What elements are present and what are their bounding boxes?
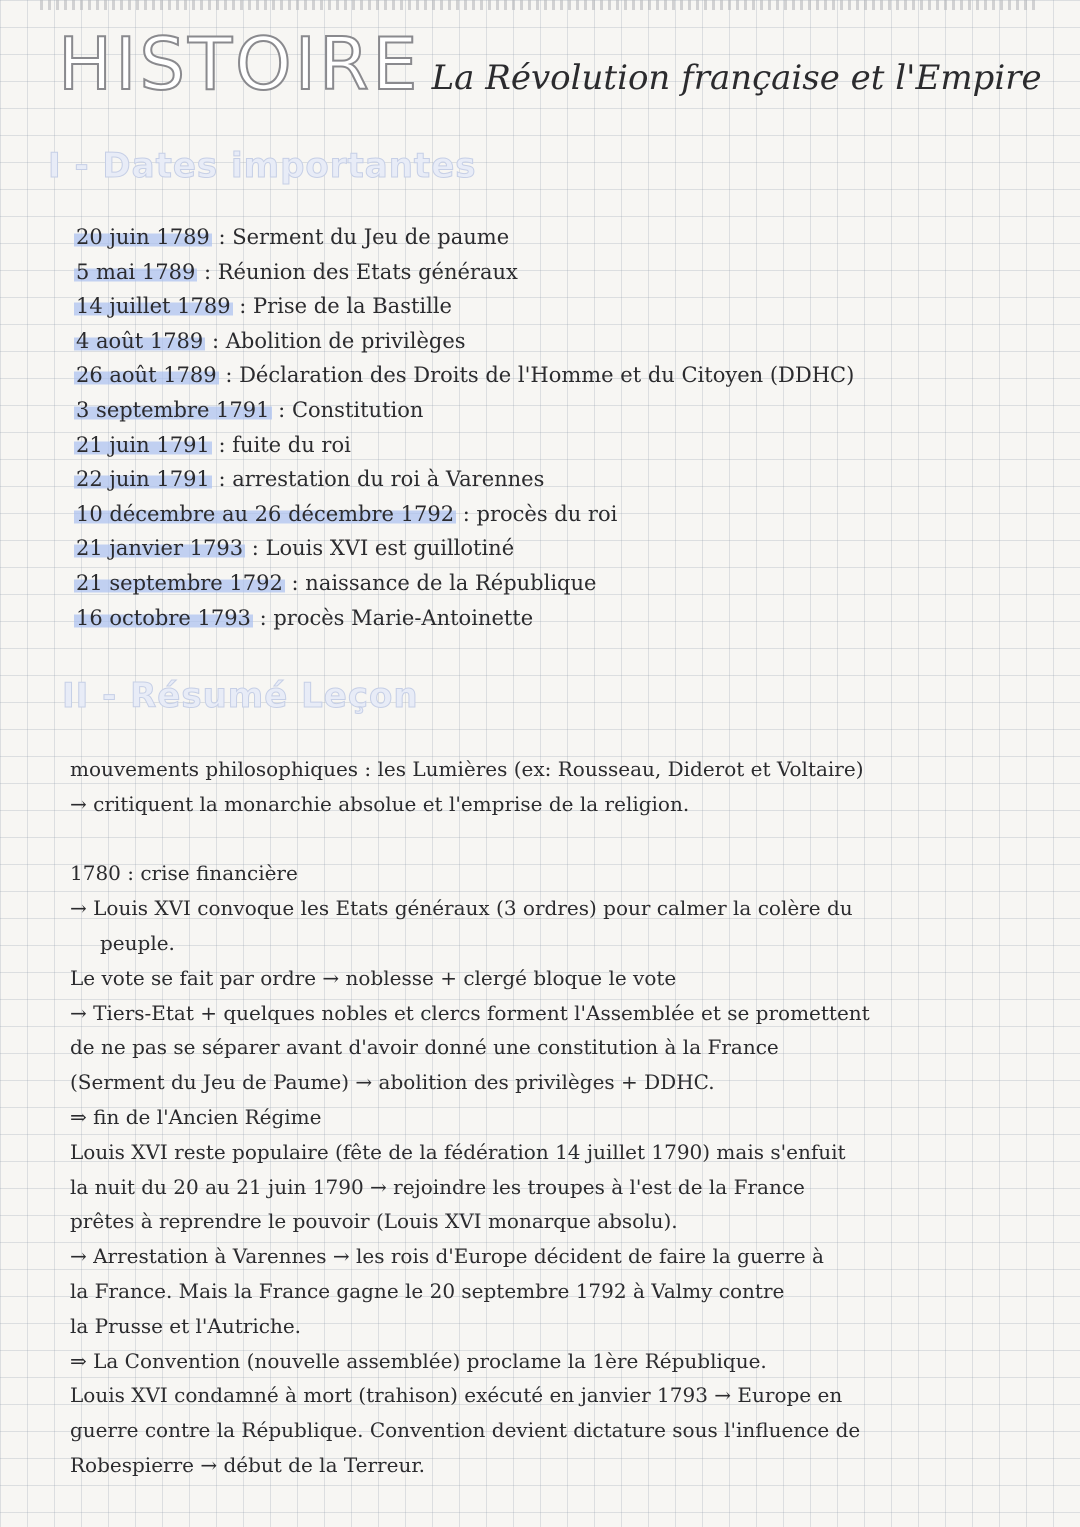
summary-line: la nuit du 20 au 21 juin 1790 → rejoindre les troupes à l'est de la France [70,1174,805,1199]
summary-line: → Louis XVI convoque les Etats généraux (3 ordres) pour calmer la colère du [70,896,853,921]
date-event: procès du roi [476,501,618,526]
date-label: 21 janvier 1793 [76,536,244,561]
date-item: 4 août 1789 : Abolition de privilèges [76,328,466,353]
dates-list [74,220,974,635]
date-event: Louis XVI est guillotiné [265,536,515,561]
summary-line: → Arrestation à Varennes → les rois d'Europe décident de faire la guerre à [70,1244,824,1269]
date-event: naissance de la République [305,570,597,595]
date-item: 20 juin 1789 : Serment du Jeu de paume [76,225,510,249]
summary-line: ⇒ La Convention (nouvelle assemblée) proclame la 1ère République. [70,1348,767,1373]
summary-line: mouvements philosophiques : les Lumières (ex: Rousseau, Diderot et Voltaire) [70,757,864,781]
summary-line: la France. Mais la France gagne le 20 septembre 1792 à Valmy contre [70,1278,785,1303]
date-item: 22 juin 1791 : arrestation du roi à Varennes [76,467,545,492]
date-label: 10 décembre au 26 décembre 1792 [76,501,455,526]
page-title: HISTOIRE [58,22,421,106]
date-item: 3 septembre 1791 : Constitution [76,397,424,422]
summary-line: peuple. [100,930,175,955]
date-label: 4 août 1789 [76,328,204,353]
summary-line: 1780 : crise financière [70,861,298,886]
date-event: Réunion des Etats généraux [217,259,518,284]
date-event: Prise de la Bastille [253,294,452,319]
date-event: fuite du roi [232,432,351,457]
date-item: 5 mai 1789 : Réunion des Etats généraux [76,259,518,284]
date-item: 14 juillet 1789 : Prise de la Bastille [76,294,452,319]
spiral-binding [40,0,1040,10]
date-label: 3 septembre 1791 [76,397,270,422]
date-item: 26 août 1789 : Déclaration des Droits de l'Homme et du Citoyen (DDHC) [76,363,855,388]
summary-line: (Serment du Jeu de Paume) → abolition des privilèges + DDHC. [70,1070,715,1095]
date-event: arrestation du roi à Varennes [232,467,545,492]
date-label: 21 septembre 1792 [76,570,283,595]
summary-line: → critiquent la monarchie absolue et l'emprise de la religion. [70,791,690,816]
summary-line: guerre contre la République. Convention devient dictature sous l'influence de [70,1418,861,1443]
summary-line: Louis XVI reste populaire (fête de la fédération 14 juillet 1790) mais s'enfuit [70,1139,846,1164]
date-event: Constitution [291,397,424,422]
page-subtitle: La Révolution française et l'Empire [431,58,1042,98]
date-item: 16 octobre 1793 : procès Marie-Antoinette [76,605,534,630]
date-label: 14 juillet 1789 [76,294,231,319]
summary-line: de ne pas se séparer avant d'avoir donné une constitution à la France [70,1035,779,1060]
section-title-summary: II - Résumé Leçon [62,676,419,716]
summary-line: la Prusse et l'Autriche. [70,1313,302,1338]
date-label: 21 juin 1791 [76,432,210,457]
date-label: 20 juin 1789 [76,225,210,249]
section-title-dates: I - Dates importantes [48,146,477,186]
lesson-summary [70,752,1050,1483]
date-item: 21 juin 1791 : fuite du roi [76,432,351,457]
date-event: Déclaration des Droits de l'Homme et du Citoyen (DDHC) [239,363,855,388]
summary-line: Le vote se fait par ordre → noblesse + clergé bloque le vote [70,965,677,990]
summary-line: → Tiers-Etat + quelques nobles et clercs forment l'Assemblée et se promettent [70,1000,870,1025]
date-item: 21 septembre 1792 : naissance de la République [76,570,597,595]
summary-line: ⇒ fin de l'Ancien Régime [70,1104,322,1129]
summary-line-blank [70,822,1050,857]
date-item: 10 décembre au 26 décembre 1792 : procès du roi [76,501,618,526]
page-header [58,22,1068,106]
date-label: 5 mai 1789 [76,259,196,284]
date-label: 26 août 1789 [76,363,217,388]
date-label: 22 juin 1791 [76,467,210,492]
date-event: Abolition de privilèges [225,328,466,353]
date-event: Serment du Jeu de paume [232,225,510,249]
summary-line: Robespierre → début de la Terreur. [70,1452,426,1477]
date-item: 21 janvier 1793 : Louis XVI est guillotiné [76,536,515,561]
date-label: 16 octobre 1793 [76,605,251,630]
summary-line: prêtes à reprendre le pouvoir (Louis XVI monarque absolu). [70,1209,678,1234]
summary-line: Louis XVI condamné à mort (trahison) exécuté en janvier 1793 → Europe en [70,1383,843,1408]
date-event: procès Marie-Antoinette [273,605,534,630]
